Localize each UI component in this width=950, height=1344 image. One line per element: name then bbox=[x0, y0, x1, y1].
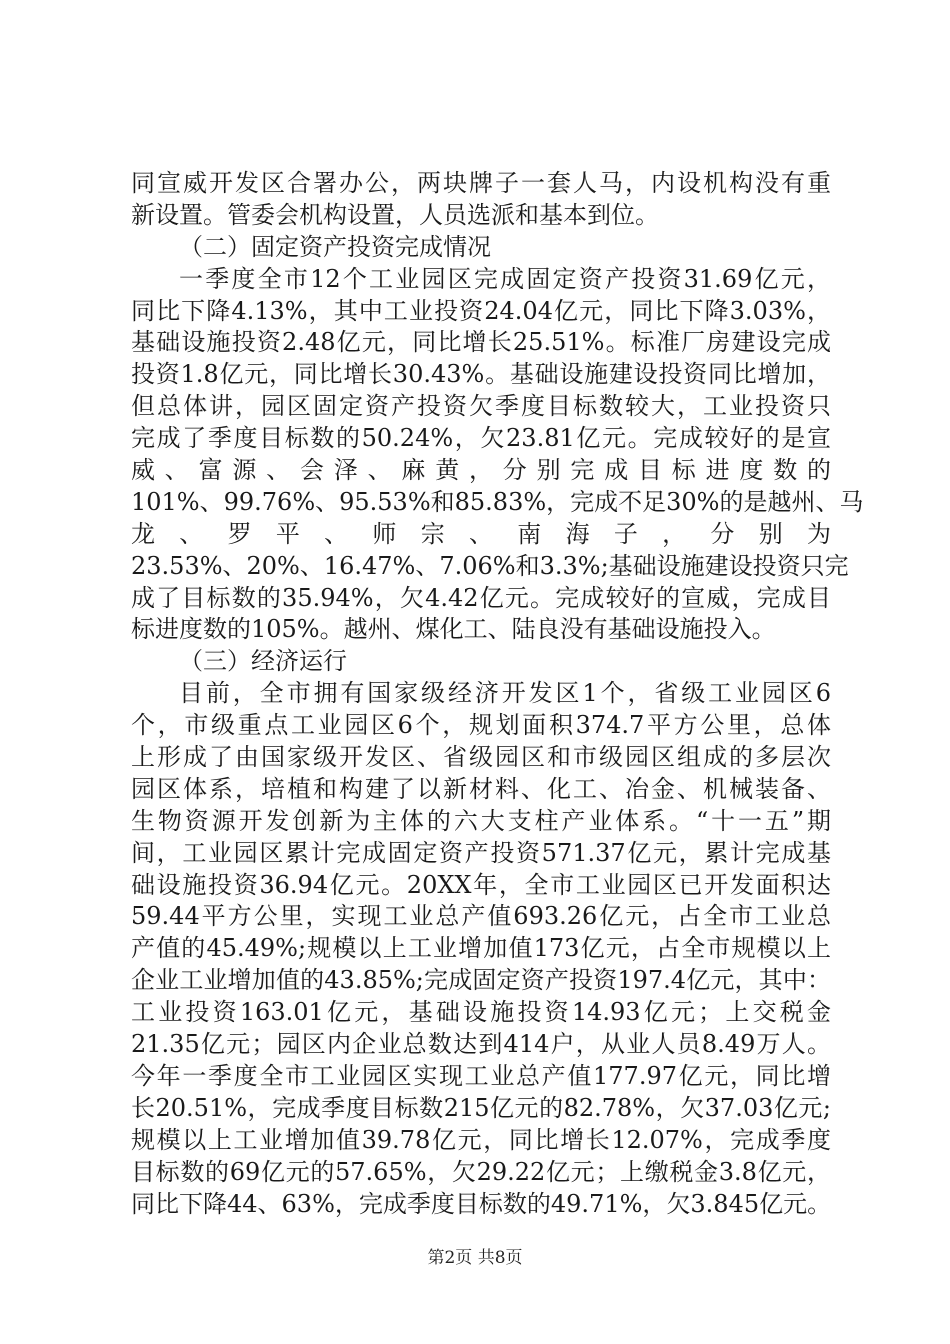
text-line: 上形成了由国家级开发区、省级园区和市级园区组成的多层次 bbox=[131, 743, 831, 772]
text-line: 但总体讲，园区固定资产投资欠季度目标数较大，工业投资只 bbox=[131, 392, 831, 421]
text-line: 园区体系，培植和构建了以新材料、化工、冶金、机械装备、 bbox=[131, 774, 831, 803]
text-line: 个，市级重点工业园区6个，规划面积374.7平方公里，总体 bbox=[131, 711, 831, 740]
document-body bbox=[131, 168, 864, 1220]
text-line: 成了目标数的35.94%，欠4.42亿元。完成较好的宣威，完成目 bbox=[131, 583, 831, 612]
text-line: 完成了季度目标数的50.24%，欠23.81亿元。完成较好的是宣 bbox=[131, 424, 831, 453]
text-line: 标进度数的105%。越州、煤化工、陆良没有基础设施投入。 bbox=[131, 615, 776, 644]
text-line: 龙 、 罗 平 、 师 宗 、 南 海 子 ， 分 别 为 bbox=[131, 519, 831, 548]
text-line: 新设置。管委会机构设置，人员选派和基本到位。 bbox=[131, 200, 659, 229]
text-line: 目标数的69亿元的57.65%，欠29.22亿元；上缴税金3.8亿元， bbox=[131, 1157, 831, 1186]
text-line: 101%、99.76%、95.53%和85.83%，完成不足30%的是越州、马 bbox=[131, 487, 864, 516]
text-line: 工业投资163.01亿元，基础设施投资14.93亿元；上交税金 bbox=[131, 998, 831, 1027]
text-line: 威 、 富 源 、 会 泽 、 麻 黄 ， 分 别 完 成 目 标 进 度 数 的 bbox=[131, 456, 831, 485]
text-line: 长20.51%，完成季度目标数215亿元的82.78%，欠37.03亿元; bbox=[131, 1093, 831, 1122]
text-line: 同比下降44、63%，完成季度目标数的49.71%，欠3.845亿元。 bbox=[131, 1189, 832, 1218]
page-footer: 第2页 共8页 bbox=[427, 1248, 523, 1268]
text-line: 生物资源开发创新为主体的六大支柱产业体系。“十一五”期 bbox=[131, 806, 831, 835]
text-line: 今年一季度全市工业园区实现工业总产值177.97亿元，同比增 bbox=[131, 1061, 831, 1090]
text-line: 一季度全市12个工业园区完成固定资产投资31.69亿元， bbox=[179, 264, 831, 293]
text-line: 础设施投资36.94亿元。20XX年，全市工业园区已开发面积达 bbox=[131, 870, 831, 899]
text-line: 21.35亿元；园区内企业总数达到414户，从业人员8.49万人。 bbox=[131, 1030, 831, 1059]
text-line: 目前，全市拥有国家级经济开发区1个，省级工业园区6 bbox=[179, 679, 831, 708]
text-line: 23.53%、20%、16.47%、7.06%和3.3%;基础设施建设投资只完 bbox=[131, 551, 849, 580]
text-line: 产值的45.49%;规模以上工业增加值173亿元，占全市规模以上 bbox=[131, 934, 831, 963]
text-line: 同比下降4.13%，其中工业投资24.04亿元，同比下降3.03%， bbox=[131, 296, 831, 325]
text-line: 规模以上工业增加值39.78亿元，同比增长12.07%，完成季度 bbox=[131, 1125, 831, 1154]
text-line: 同宣威开发区合署办公，两块牌子一套人马，内设机构没有重 bbox=[131, 169, 831, 197]
text-line: （三）经济运行 bbox=[179, 647, 347, 676]
text-line: 基础设施投资2.48亿元，同比增长25.51%。标准厂房建设完成 bbox=[131, 328, 831, 357]
text-line: 间，工业园区累计完成固定资产投资571.37亿元，累计完成基 bbox=[131, 838, 831, 867]
text-line: 企业工业增加值的43.85%;完成固定资产投资197.4亿元，其中： bbox=[131, 966, 831, 995]
text-line: 59.44平方公里，实现工业总产值693.26亿元，占全市工业总 bbox=[131, 902, 831, 931]
text-line: （二）固定资产投资完成情况 bbox=[179, 232, 491, 261]
text-line: 投资1.8亿元，同比增长30.43%。基础设施建设投资同比增加， bbox=[131, 360, 831, 389]
